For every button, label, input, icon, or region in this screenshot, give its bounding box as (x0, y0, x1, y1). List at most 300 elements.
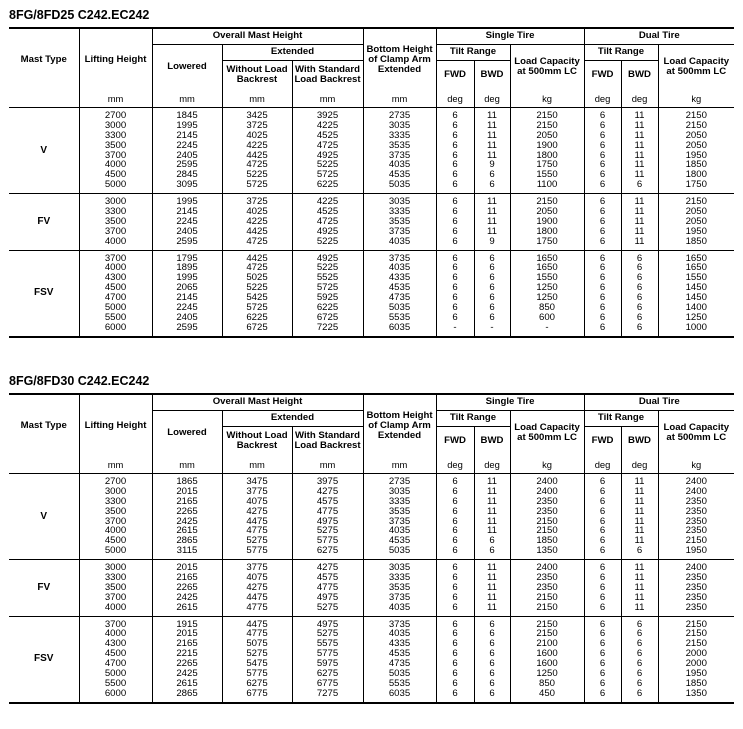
value-cell: 6 (636, 687, 643, 699)
value-cell: 5035 (388, 179, 411, 191)
unit-cell: mm (222, 90, 292, 108)
value-column-cell (152, 616, 222, 703)
value-cell: 6 (599, 110, 606, 121)
value-cell: 11 (634, 601, 645, 613)
value-cell: 2350 (685, 515, 707, 527)
value-cell: 6 (636, 321, 643, 333)
value-cell: 4500 (104, 648, 127, 660)
value-cell: 1850 (536, 535, 558, 547)
value-cell: 6035 (388, 321, 411, 333)
unit-cell: deg (621, 456, 658, 474)
value-cell: 450 (539, 687, 556, 699)
value-cell: 6 (599, 282, 606, 294)
value-cell: 2050 (685, 129, 707, 141)
value-cell: 2350 (685, 525, 707, 537)
value-cell: 5975 (316, 658, 339, 670)
value-cell: 6 (599, 272, 606, 284)
unit-cell: deg (474, 456, 510, 474)
value-cell: 1350 (536, 545, 558, 557)
value-cell: 2865 (176, 535, 198, 547)
unit-cell: deg (584, 90, 621, 108)
value-cell: 2425 (176, 591, 198, 603)
value-cell: 4500 (104, 282, 127, 294)
value-cell: 11 (634, 206, 645, 218)
value-cell: 6775 (246, 687, 268, 699)
value-cell: 4475 (246, 618, 268, 630)
value-cell: 6725 (246, 321, 268, 333)
value-cell: 6 (636, 302, 643, 314)
value-cell: 6 (636, 262, 643, 274)
value-cell: 4575 (316, 495, 339, 507)
unit-cell: deg (621, 90, 658, 108)
value-cell: 6 (452, 215, 458, 227)
value-cell: 2405 (176, 149, 198, 161)
value-cell: 11 (487, 572, 497, 584)
value-cell: 4225 (316, 119, 339, 131)
value-cell: 6 (599, 302, 606, 314)
value-cell: 6 (636, 545, 643, 557)
value-cell: 11 (487, 485, 497, 497)
value-cell: 6 (599, 262, 606, 274)
value-cell: 4725 (316, 215, 339, 227)
value-cell: 1795 (176, 252, 198, 264)
value-cell: 5775 (246, 545, 268, 557)
unit-cell: kg (658, 456, 734, 474)
value-cell: 1550 (536, 272, 558, 284)
bottom-height-header: Bottom Height of Clamp Arm Extended (363, 394, 436, 456)
value-cell: 4735 (388, 292, 411, 304)
value-cell: 1950 (685, 668, 707, 680)
value-cell: 5275 (246, 648, 268, 660)
value-column-cell (79, 250, 152, 337)
value-column-cell (510, 560, 584, 616)
value-cell: 1995 (176, 119, 198, 131)
value-cell: 3500 (104, 139, 127, 151)
value-cell: 4300 (104, 638, 127, 650)
table-row (9, 616, 734, 703)
unit-cell: mm (363, 456, 436, 474)
value-cell: 3335 (388, 206, 411, 218)
value-cell: 9 (489, 159, 495, 171)
unit-cell: kg (658, 90, 734, 108)
value-cell: 1850 (685, 677, 707, 689)
value-cell: 2050 (685, 215, 707, 227)
value-cell: 5025 (246, 272, 268, 284)
value-cell: 6 (452, 572, 458, 584)
value-cell: 6 (599, 321, 606, 333)
value-cell: 6 (599, 638, 606, 650)
value-cell: 6 (599, 628, 606, 640)
value-cell: 4275 (316, 562, 339, 574)
value-column-cell (79, 560, 152, 616)
value-cell: 6 (636, 618, 643, 630)
value-cell: 6 (599, 485, 606, 497)
value-cell: 4075 (246, 572, 268, 584)
value-cell: 1800 (536, 225, 558, 237)
value-cell: 4035 (388, 525, 411, 537)
value-cell: - (545, 321, 549, 333)
value-cell: 3500 (104, 581, 127, 593)
mast-group (9, 194, 734, 250)
value-cell: 6 (452, 272, 458, 284)
value-cell: 6000 (104, 321, 127, 333)
value-cell: 1845 (176, 110, 198, 121)
value-cell: 1250 (536, 282, 558, 294)
value-column-cell (152, 250, 222, 337)
value-cell: 5500 (104, 677, 127, 689)
value-cell: 1950 (685, 225, 707, 237)
value-cell: 11 (634, 119, 645, 131)
value-cell: 11 (634, 505, 645, 517)
value-cell: 3735 (388, 149, 411, 161)
table-row (9, 474, 734, 560)
value-cell: 6 (452, 225, 458, 237)
value-column-cell (474, 474, 510, 560)
value-cell: 1995 (176, 272, 198, 284)
value-cell: 3035 (388, 562, 411, 574)
value-cell: 6 (452, 235, 458, 247)
value-cell: 4000 (104, 159, 127, 171)
value-cell: 3775 (246, 485, 268, 497)
value-cell: 6035 (388, 687, 411, 699)
value-cell: 5575 (316, 638, 339, 650)
value-cell: 11 (634, 485, 645, 497)
value-cell: 3000 (104, 485, 127, 497)
value-column-cell (152, 560, 222, 616)
dual-fwd-header: FWD (584, 60, 621, 90)
value-column-cell (222, 560, 292, 616)
value-cell: 6 (599, 525, 606, 537)
value-cell: 1800 (536, 149, 558, 161)
lifting-height-header: Lifting Height (79, 28, 152, 90)
single-tire-header: Single Tire (436, 28, 584, 44)
value-cell: 6 (452, 282, 458, 294)
value-cell: 6 (599, 495, 606, 507)
value-cell: 6 (599, 687, 606, 699)
value-cell: 4000 (104, 235, 127, 247)
value-cell: 6 (452, 119, 458, 131)
value-cell: 5035 (388, 668, 411, 680)
value-cell: 6 (489, 687, 495, 699)
value-cell: 5535 (388, 677, 411, 689)
value-cell: 6 (452, 601, 458, 613)
value-cell: 2150 (685, 110, 707, 121)
value-cell: 1250 (685, 311, 707, 323)
value-cell: 3535 (388, 215, 411, 227)
value-cell: 2150 (536, 119, 558, 131)
value-cell: 6 (489, 262, 495, 274)
value-cell: 5225 (316, 262, 339, 274)
with-standard-load-backrest-header: With Standard Load Backrest (292, 60, 363, 90)
table-row (9, 560, 734, 616)
mast-group (9, 250, 734, 337)
value-cell: 2425 (176, 668, 198, 680)
value-cell: 4000 (104, 525, 127, 537)
value-cell: 1950 (685, 149, 707, 161)
value-cell: 2145 (176, 206, 198, 218)
value-cell: 3700 (104, 618, 127, 630)
value-cell: 6275 (316, 668, 339, 680)
value-column-cell (436, 474, 474, 560)
value-cell: 2400 (685, 485, 707, 497)
value-cell: 11 (487, 525, 497, 537)
mast-type-cell: FSV (9, 616, 79, 703)
value-cell: 3535 (388, 139, 411, 151)
value-cell: 2845 (176, 169, 198, 181)
unit-cell: kg (510, 456, 584, 474)
value-cell: 4225 (316, 196, 339, 208)
unit-cell: deg (584, 456, 621, 474)
value-column-cell (658, 560, 734, 616)
value-cell: 2405 (176, 311, 198, 323)
value-column-cell (363, 108, 436, 194)
single-load-capacity-header: Load Capacity at 500mm LC (510, 44, 584, 90)
spec-table (9, 393, 734, 704)
value-column-cell (79, 616, 152, 703)
value-cell: 5075 (246, 638, 268, 650)
value-column-cell (222, 108, 292, 194)
value-cell: 2350 (536, 581, 558, 593)
value-column-cell (510, 108, 584, 194)
value-cell: 5000 (104, 179, 127, 191)
value-column-cell (363, 250, 436, 337)
table-row (9, 194, 734, 250)
value-column-cell (436, 616, 474, 703)
value-cell: 6 (489, 545, 495, 557)
value-cell: 3975 (316, 476, 339, 487)
value-cell: 6275 (246, 677, 268, 689)
unit-cell: mm (292, 456, 363, 474)
value-cell: 11 (487, 581, 497, 593)
value-cell: 2050 (536, 129, 558, 141)
value-cell: 2400 (536, 562, 558, 574)
value-cell: 5925 (316, 292, 339, 304)
value-cell: 2615 (176, 525, 198, 537)
value-cell: 6 (452, 677, 458, 689)
value-cell: 5725 (316, 282, 339, 294)
value-cell: 11 (634, 535, 645, 547)
value-cell: 4975 (316, 618, 339, 630)
value-cell: 3700 (104, 225, 127, 237)
value-cell: 2595 (176, 321, 198, 333)
value-cell: 6 (599, 535, 606, 547)
value-cell: 6775 (316, 677, 339, 689)
value-column-cell (510, 250, 584, 337)
table-row (9, 250, 734, 337)
value-cell: 6 (599, 618, 606, 630)
value-cell: 2265 (176, 505, 198, 517)
value-cell: 6 (599, 591, 606, 603)
unit-cell: mm (152, 456, 222, 474)
dual-load-capacity-header: Load Capacity at 500mm LC (658, 410, 734, 456)
value-cell: 11 (634, 572, 645, 584)
value-cell: 3000 (104, 196, 127, 208)
value-cell: 3500 (104, 505, 127, 517)
value-cell: 2150 (536, 196, 558, 208)
value-column-cell (222, 250, 292, 337)
value-cell: 4025 (246, 129, 268, 141)
lowered-header: Lowered (152, 410, 222, 456)
value-cell: 5000 (104, 668, 127, 680)
dual-load-capacity-header: Load Capacity at 500mm LC (658, 44, 734, 90)
value-column-cell (292, 474, 363, 560)
mast-type-header: Mast Type (9, 394, 79, 456)
value-cell: 11 (487, 139, 497, 151)
value-cell: 5225 (316, 159, 339, 171)
value-column-cell (79, 108, 152, 194)
value-cell: 6 (489, 252, 495, 264)
value-cell: 4725 (246, 262, 268, 274)
value-cell: 2000 (685, 648, 707, 660)
value-column-cell (436, 560, 474, 616)
value-cell: 6 (489, 272, 495, 284)
value-cell: 5225 (316, 235, 339, 247)
value-cell: 6 (636, 668, 643, 680)
value-cell: 4975 (316, 591, 339, 603)
value-cell: 11 (487, 562, 497, 574)
value-cell: 1650 (685, 262, 707, 274)
units-row (9, 90, 734, 108)
value-cell: 4725 (316, 139, 339, 151)
value-cell: 2615 (176, 601, 198, 613)
value-cell: 1400 (685, 302, 707, 314)
value-cell: 3700 (104, 252, 127, 264)
value-cell: 6 (489, 668, 495, 680)
value-cell: 1450 (685, 282, 707, 294)
value-cell: 11 (487, 149, 497, 161)
value-cell: 6 (489, 302, 495, 314)
value-cell: 2150 (685, 628, 707, 640)
value-cell: 3735 (388, 252, 411, 264)
value-cell: 1000 (685, 321, 707, 333)
value-cell: 2265 (176, 658, 198, 670)
value-cell: 11 (487, 505, 497, 517)
value-cell: 5000 (104, 302, 127, 314)
value-cell: 6 (636, 628, 643, 640)
value-column-cell (584, 474, 621, 560)
dual-tire-header: Dual Tire (584, 28, 734, 44)
value-cell: 2350 (685, 601, 707, 613)
dual-tire-header: Dual Tire (584, 394, 734, 410)
section-title: 8FG/8FD25 C242.EC242 (9, 8, 150, 22)
value-cell: 3700 (104, 591, 127, 603)
value-cell: 11 (634, 525, 645, 537)
value-cell: 1850 (685, 159, 707, 171)
value-cell: 2350 (685, 495, 707, 507)
value-column-cell (474, 560, 510, 616)
single-tilt-range-header: Tilt Range (436, 410, 510, 426)
spec-table (9, 27, 734, 338)
value-cell: 3335 (388, 129, 411, 141)
value-cell: 11 (487, 215, 497, 227)
value-cell: 11 (634, 515, 645, 527)
value-cell: 6725 (316, 311, 339, 323)
value-cell: 2595 (176, 235, 198, 247)
value-cell: 3735 (388, 618, 411, 630)
value-cell: 4925 (316, 149, 339, 161)
value-cell: 2400 (536, 476, 558, 487)
value-cell: 2015 (176, 628, 198, 640)
value-cell: 11 (634, 215, 645, 227)
value-column-cell (474, 194, 510, 250)
value-cell: 6 (599, 601, 606, 613)
single-fwd-header: FWD (436, 60, 474, 90)
value-column-cell (621, 108, 658, 194)
value-column-cell (658, 108, 734, 194)
units-blank-cell (9, 90, 79, 108)
value-cell: 1450 (685, 292, 707, 304)
value-cell: 6 (599, 149, 606, 161)
value-cell: 1750 (536, 235, 558, 247)
value-column-cell (436, 108, 474, 194)
value-cell: 6 (452, 648, 458, 660)
single-fwd-header: FWD (436, 426, 474, 456)
value-cell: 3735 (388, 591, 411, 603)
value-cell: - (490, 321, 494, 333)
unit-cell: mm (79, 456, 152, 474)
value-cell: 6 (489, 677, 495, 689)
value-cell: 6 (489, 282, 495, 294)
value-cell: 2245 (176, 302, 198, 314)
value-cell: 6225 (316, 179, 339, 191)
mast-type-cell: V (9, 474, 79, 560)
value-cell: 6 (489, 628, 495, 640)
value-cell: 4425 (246, 149, 268, 161)
value-cell: 6 (489, 169, 495, 181)
value-cell: 4535 (388, 648, 411, 660)
value-cell: 6 (599, 169, 606, 181)
value-cell: 6 (599, 581, 606, 593)
value-cell: 1865 (176, 476, 198, 487)
value-column-cell (621, 616, 658, 703)
value-cell: 5525 (316, 272, 339, 284)
value-cell: 11 (634, 562, 645, 574)
value-cell: 2595 (176, 159, 198, 171)
value-cell: 1750 (536, 159, 558, 171)
value-cell: 1100 (536, 179, 558, 191)
value-cell: 6 (452, 545, 458, 557)
value-cell: 2165 (176, 572, 198, 584)
single-tilt-range-header: Tilt Range (436, 44, 510, 60)
unit-cell: kg (510, 90, 584, 108)
value-cell: 2735 (388, 110, 411, 121)
value-cell: 6 (452, 628, 458, 640)
value-cell: 2350 (536, 505, 558, 517)
overall-mast-height-header: Overall Mast Height (152, 28, 363, 44)
value-column-cell (292, 616, 363, 703)
value-cell: 6 (599, 648, 606, 660)
value-cell: 3035 (388, 196, 411, 208)
value-column-cell (222, 474, 292, 560)
value-cell: 3300 (104, 129, 127, 141)
value-cell: 4275 (246, 581, 268, 593)
value-cell: 4425 (246, 252, 268, 264)
value-cell: 6 (452, 252, 458, 264)
value-cell: 6 (636, 292, 643, 304)
value-cell: 3735 (388, 515, 411, 527)
value-cell: 4025 (246, 206, 268, 218)
value-cell: 2615 (176, 677, 198, 689)
value-cell: 2150 (536, 618, 558, 630)
value-cell: 6 (452, 206, 458, 218)
value-cell: 2700 (104, 110, 127, 121)
value-cell: - (453, 321, 457, 333)
value-cell: 5475 (246, 658, 268, 670)
value-cell: 5775 (316, 648, 339, 660)
value-cell: 11 (487, 119, 497, 131)
value-cell: 3700 (104, 515, 127, 527)
value-cell: 2015 (176, 562, 198, 574)
